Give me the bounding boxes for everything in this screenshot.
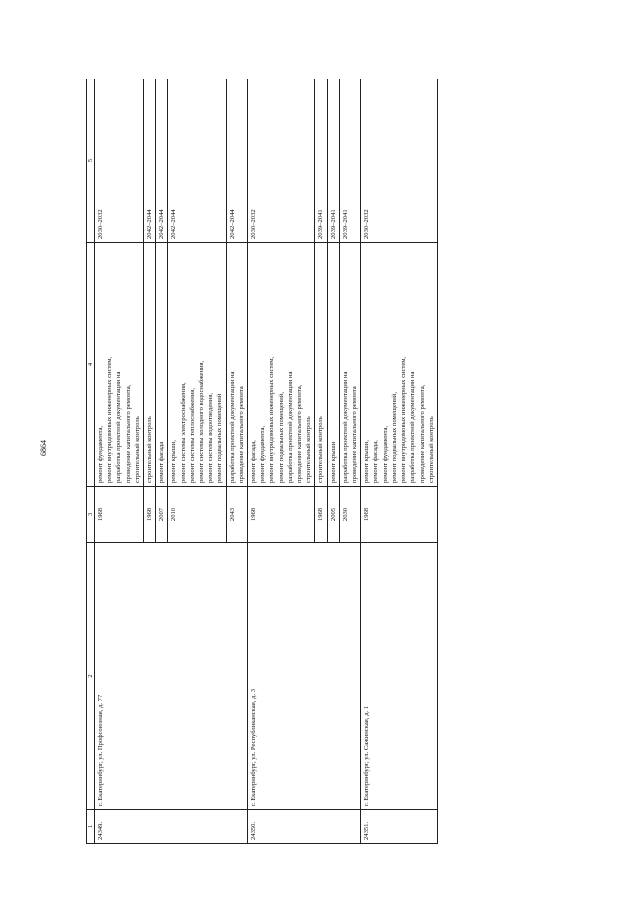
work-line: ремонт системы электроснабжения,: [179, 382, 187, 483]
table-row: [361, 79, 438, 844]
work-line: ремонт системы холодного водоснабжения,: [198, 360, 206, 483]
work-line: разработка проектной документации на: [228, 371, 236, 483]
work-line: ремонт фасада,: [372, 440, 380, 483]
work-line: строительный контроль: [305, 416, 313, 483]
record-works: [361, 243, 438, 487]
work-line: проведение капитального ремонта: [237, 386, 245, 483]
record-address: г. Екатеринбург, ул. Республиканская, д. 3: [248, 543, 361, 810]
record-period: 2042–2044: [226, 79, 247, 243]
record-number: 24350.: [248, 810, 361, 844]
work-line: ремонт внутридомовых инженерных систем,: [268, 356, 276, 483]
record-year: 1968: [95, 487, 144, 543]
record-works: [226, 243, 247, 487]
record-year: 1968: [144, 487, 156, 543]
work-line: ремонт внутридомовых инженерных систем,: [106, 356, 114, 483]
work-line: проведение капитального ремонта,: [296, 384, 304, 483]
column-header: 4: [87, 243, 95, 487]
table-row: [95, 79, 144, 844]
record-works: [156, 243, 168, 487]
work-line: ремонт внутридомовых инженерных систем,: [400, 356, 408, 483]
page-number: 6864: [39, 440, 48, 456]
column-header: 5: [87, 79, 95, 243]
table-body: [95, 79, 438, 844]
record-year: 1968: [315, 487, 327, 543]
work-line: проведение капитального ремонта: [351, 386, 359, 483]
rotated-table-frame: [86, 79, 520, 844]
record-period: 2042–2044: [144, 79, 156, 243]
work-line: проведение капитального ремонта,: [124, 384, 132, 483]
work-line: ремонт крыши,: [170, 440, 178, 483]
record-year: 2030: [339, 487, 360, 543]
table-region: [86, 79, 520, 844]
record-year: 2005: [327, 487, 339, 543]
work-line: строительный контроль: [133, 416, 141, 483]
record-year: 1968: [361, 487, 438, 543]
record-works: [95, 243, 144, 487]
table-header-row: [87, 79, 95, 844]
record-period: 2042–2044: [168, 79, 226, 243]
work-line: ремонт подвальных помещений,: [277, 392, 285, 483]
work-line: ремонт крыши,: [363, 440, 371, 483]
record-works: [248, 243, 315, 487]
record-works: [144, 243, 156, 487]
record-works: [168, 243, 226, 487]
record-period: 2039–2041: [327, 79, 339, 243]
record-works: [339, 243, 360, 487]
work-line: разработка проектной документации на: [341, 371, 349, 483]
repair-schedule-table: [86, 79, 438, 844]
record-year: 2010: [168, 487, 226, 543]
work-line: ремонт фундамента,: [381, 425, 389, 483]
record-number: 24349.: [95, 810, 248, 844]
record-address: г. Екатеринбург, ул. Профсоюзная, д. 77: [95, 543, 248, 810]
column-header: 1: [87, 810, 95, 844]
record-period: 2039–2041: [315, 79, 327, 243]
record-period: 2042–2044: [156, 79, 168, 243]
work-line: строительный контроль: [317, 416, 325, 483]
work-line: разработка проектной документации на: [115, 371, 123, 483]
record-address: г. Екатеринбург, ул. Сажинская, д. 1: [361, 543, 438, 810]
record-year: 2043: [226, 487, 247, 543]
work-line: ремонт системы теплоснабжения,: [188, 388, 196, 483]
work-line: ремонт фундамента,: [259, 425, 267, 483]
work-line: ремонт подвальных помещений: [216, 393, 224, 483]
table-row: [248, 79, 315, 844]
record-period: 2039–2041: [339, 79, 360, 243]
work-line: ремонт подвальных помещений,: [390, 392, 398, 483]
record-period: 2030–2032: [95, 79, 144, 243]
work-line: строительный контроль: [427, 416, 435, 483]
work-line: ремонт фундамента,: [97, 425, 104, 483]
work-line: проведение капитального ремонта,: [418, 384, 426, 483]
record-period: 2030–2032: [248, 79, 315, 243]
work-line: разработка проектной документации на: [286, 371, 294, 483]
work-line: ремонт крыши: [329, 441, 337, 483]
work-line: разработка проектной документации на: [409, 371, 417, 483]
column-header: 3: [87, 487, 95, 543]
record-year: 1968: [248, 487, 315, 543]
work-line: строительный контроль: [146, 416, 154, 483]
column-header: 2: [87, 543, 95, 810]
record-period: 2030–2032: [361, 79, 438, 243]
work-line: ремонт фасада: [158, 441, 166, 483]
work-line: ремонт системы водоотведения,: [207, 392, 215, 483]
record-works: [327, 243, 339, 487]
record-number: 24351.: [361, 810, 438, 844]
work-line: ремонт фасада,: [250, 440, 258, 483]
record-works: [315, 243, 327, 487]
record-year: 2007: [156, 487, 168, 543]
